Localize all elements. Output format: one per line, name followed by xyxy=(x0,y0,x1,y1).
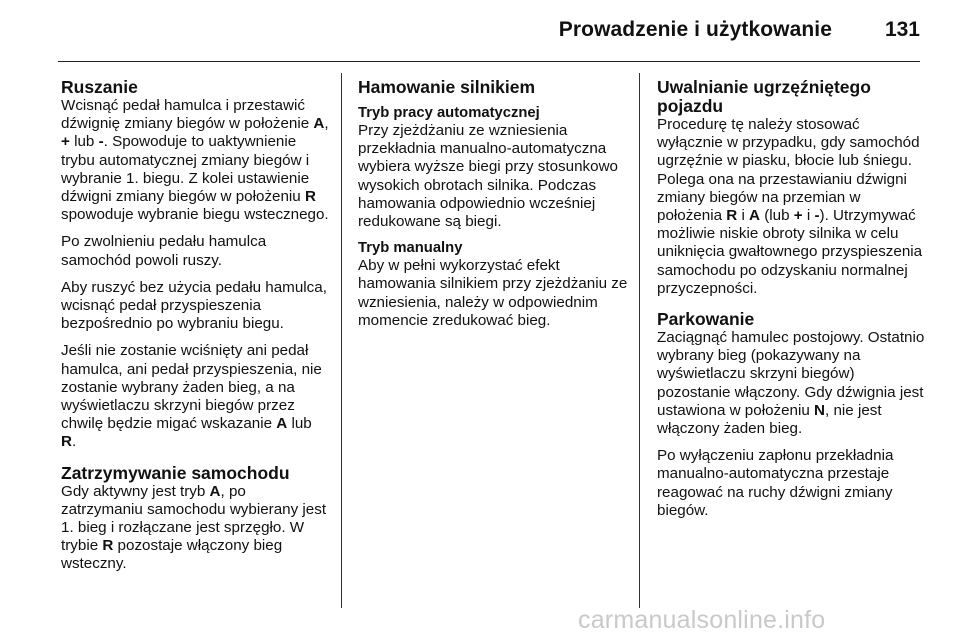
header-divider xyxy=(58,61,920,62)
gear-symbol: N xyxy=(814,401,826,419)
subheading-tryb-manualny: Tryb manualny xyxy=(358,240,463,257)
watermark: carmanualsonline.info xyxy=(578,606,826,634)
gear-symbol: - xyxy=(814,207,820,225)
gear-symbol: A xyxy=(749,207,761,225)
text: spowoduje wybranie biegu wstecznego. xyxy=(61,206,329,224)
paragraph-parkowanie-2: Po wyłączeniu zapłonu przekładnia manualno-automatyczna przestaje reagować na ruchy dźwigni zmiany biegów. xyxy=(657,447,894,519)
text: Procedurę tę należy stosować wyłącznie w przypadku, gdy samochód ugrzęźnie w piasku, błocie lub śniegu. Polega ona na przestawianiu dźwigni zmiany biegów na przemian w położenia xyxy=(657,116,920,225)
paragraph-tryb-manualny: Aby w pełni wykorzystać efekt hamowania silnikiem przy zjeżdżaniu ze wzniesienia, należy w odpowiednim momencie zredukować bieg. xyxy=(358,257,628,329)
text: (lub xyxy=(760,207,794,225)
gear-symbol: R xyxy=(304,188,316,206)
paragraph-tryb-automatyczny: Przy zjeżdżaniu ze wzniesienia przekładnia manualno-automatyczna wybiera wyższe biegi przy stosunkowo wysokich obrotach silnika. Podczas hamowania odpowiednio wcześniej redukowane są biegi. xyxy=(358,122,618,231)
section-heading-hamowanie: Hamowanie silnikiem xyxy=(358,77,536,97)
paragraph-uwalnianie xyxy=(657,116,927,298)
text: Zaciągnąć hamulec postojowy. Ostatnio wybrany bieg (pokazywany na wyświetlaczu skrzyni biegów) pozostanie włączony. Gdy dźwignia jest ustawiona w położeniu xyxy=(657,329,925,419)
text: Gdy aktywny jest tryb xyxy=(61,482,210,500)
text: ). Utrzymywać możliwie niskie obroty silnika w celu uniknięcia gwałtownego przyspieszenia samochodu po odzyskaniu normalnej przyczepności. xyxy=(657,207,923,297)
section-heading-ruszanie: Ruszanie xyxy=(61,77,138,97)
section-heading-parkowanie: Parkowanie xyxy=(657,309,755,330)
section-heading-uwalnianie: Uwalnianie ugrzęźniętego pojazdu xyxy=(657,77,871,116)
subheading-tryb-automatyczny: Tryb pracy automatycznej xyxy=(358,105,540,121)
text: . Spowoduje to uaktywnienie trybu automatycznej zmiany biegów i wybranie 1. biegu. Z kolei ustawienie dźwigni zmiany biegów w położeniu xyxy=(61,133,310,206)
text: Jeśli nie zostanie wciśnięty ani pedał hamulca, ani pedał przyspieszenia, nie zostanie wybrany żaden bieg, a na wyświetlaczu skrzyni biegów przez chwilę będzie migać wskazanie xyxy=(61,342,322,433)
paragraph-zatrzymywanie xyxy=(61,483,331,574)
gear-symbol: R xyxy=(726,207,738,225)
column-divider-2 xyxy=(639,73,640,608)
column-divider-1 xyxy=(341,73,342,608)
page-title: Prowadzenie i użytkowanie xyxy=(558,18,832,41)
paragraph-ruszanie-1 xyxy=(61,97,331,224)
gear-symbol: R xyxy=(61,433,72,451)
text: lub xyxy=(69,133,99,151)
gear-symbol: A xyxy=(276,415,288,433)
column-2 xyxy=(358,78,628,339)
text: i xyxy=(737,207,750,225)
text: i xyxy=(802,207,815,225)
section-heading-zatrzymywanie: Zatrzymywanie samochodu xyxy=(61,462,290,483)
text: , nie jest włączony żaden bieg. xyxy=(657,401,882,438)
paragraph-ruszanie-4 xyxy=(61,342,331,451)
gear-symbol: A xyxy=(313,115,325,133)
column-3 xyxy=(657,78,927,529)
text: . xyxy=(71,433,77,451)
page-number: 131 xyxy=(884,18,920,41)
column-1 xyxy=(61,78,331,583)
text: Wcisnąć pedał hamulca i przestawić dźwignię zmiany biegów w położenie xyxy=(61,97,314,133)
gear-symbol: + xyxy=(793,207,803,225)
paragraph-parkowanie-1 xyxy=(657,329,927,438)
text: , xyxy=(324,115,329,133)
text: lub xyxy=(287,415,312,433)
gear-symbol: A xyxy=(209,482,221,500)
page-header xyxy=(0,0,960,60)
text: pozostaje włączony bieg wsteczny. xyxy=(61,537,283,573)
gear-symbol: R xyxy=(102,537,114,555)
gear-symbol: + xyxy=(61,133,70,151)
gear-symbol: - xyxy=(98,133,104,151)
paragraph-ruszanie-3: Aby ruszyć bez użycia pedału hamulca, wcisnąć pedał przyspieszenia bezpośrednio po wybraniu biegu. xyxy=(61,278,327,333)
text: , po zatrzymaniu samochodu wybierany jest 1. bieg i rozłączane jest sprzęgło. W trybie xyxy=(61,482,327,555)
paragraph-ruszanie-2: Po zwolnieniu pedału hamulca samochód powoli ruszy. xyxy=(61,233,267,269)
